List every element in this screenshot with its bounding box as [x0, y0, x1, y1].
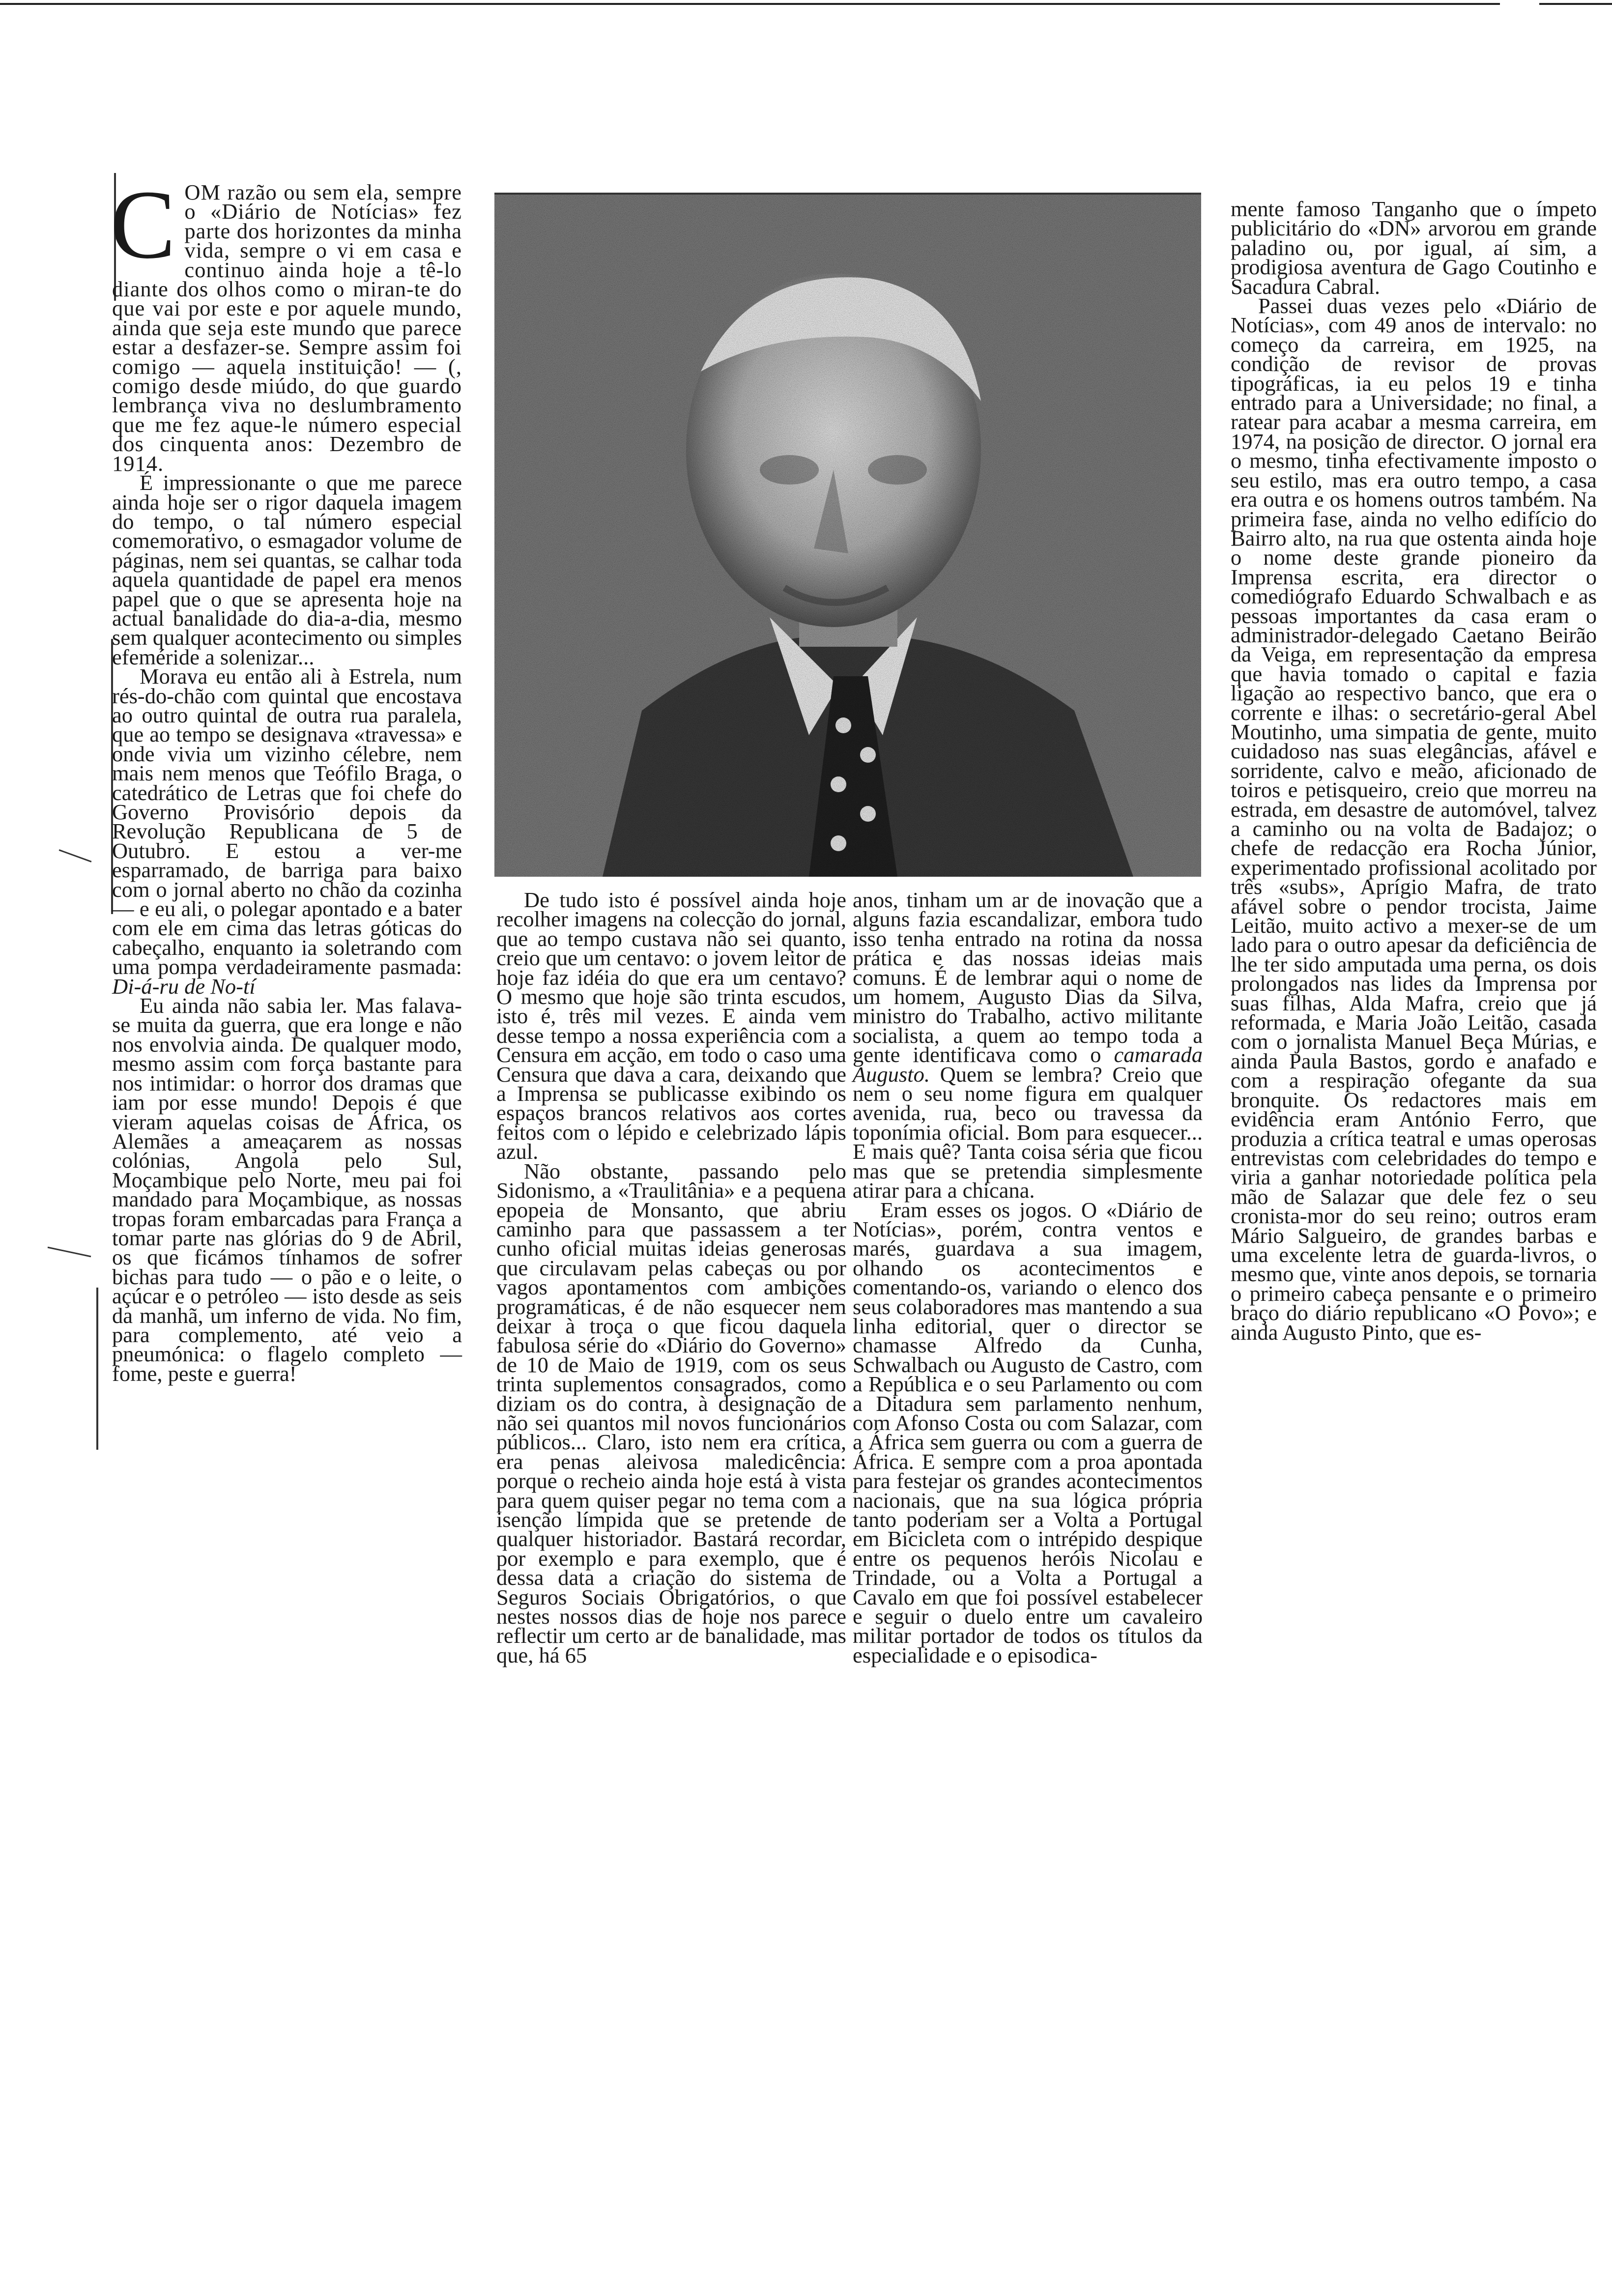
- paragraph: [110, 171, 462, 476]
- paragraph: Eram esses os jogos. O «Diário de Notícias», porém, contra ventos e marés, guardava a sua imagem, olhando os acontecimentos e comentando-os, variando o elenco dos seus colaboradores mas mantendo a sua linha editorial, quer o director se chamasse Alfredo da Cunha, Schwalbach ou Augusto de Castro, com a República e o seu Parlamento ou com a Ditadura sem parlamento nenhum, com Afonso Costa ou com Salazar, com a África sem guerra ou com a guerra de África. E sempre com a proa apontada para festejar os grandes acontecimentos nacionais, que na sua lógica própria tanto poderiam ser a Volta a Portugal em Bicicleta com o intrépido despique entre os pequenos heróis Nicolau e Trindade, ou a Volta a Portugal a Cavalo em que foi possível estabelecer e seguir o duelo entre um cavaleiro militar portador de todos os títulos da especialidade e o episodica-: [853, 1197, 1203, 1667]
- paragraph-text: OM razão ou sem ela, sempre o «Diário de Notícias» fez parte dos horizontes da minha vida, sempre o vi em casa e continuo ainda hoje a tê-lo diante dos olhos como o miran-te do que vai por este e por aquele mundo, ainda que seja este mundo que parece estar a desfazer-se. Sempre assim foi comigo — aquela instituição! — (, comigo desde miúdo, do que guardo lembrança viva no deslumbramento que me fez aque-le número especial dos cinquenta anos: Dezembro de 1914.: [112, 180, 462, 476]
- paragraph: É impressionante o que me parece ainda hoje ser o rigor daquela imagem do tempo, o tal número especial comemorativo, o esmagador volume de páginas, nem sei quantas, se calhar toda aquela quantidade de papel era menos papel que o que se apresenta hoje na actual banalidade do dia-a-dia, mesmo sem qualquer acontecimento ou simples efeméride a solenizar...: [112, 470, 462, 669]
- paragraph: [112, 664, 462, 999]
- paragraph-text: anos, tinham um ar de inovação que a alguns fazia escandalizar, embora tudo isso tenha entrado na rotina da nossa prática e das nossas ideias mais comuns. É de lembrar aqui o nome de um homem, Augusto Dias da Silva, ministro do Trabalho, activo militante socialista, a quem ao tempo toda a gente identificava como o: [853, 888, 1203, 1067]
- article-column-3: [853, 890, 1203, 1665]
- article-column-1: [110, 171, 462, 1386]
- italic-text: Di-á-ru de No-tí: [112, 974, 256, 999]
- paragraph: [853, 890, 1203, 1201]
- portrait-image: [494, 195, 1201, 877]
- paragraph-text: Quem se lembra? Creio que nem o seu nome figura em qualquer avenida, rua, beco ou travessa da toponímia oficial. Bom para esquecer... E mais quê? Tanta coisa séria que ficou mas que se pretendia simplesmente atirar para a chicana.: [853, 1062, 1203, 1203]
- margin-mark: [59, 849, 92, 862]
- top-rule-gap: [1500, 3, 1539, 5]
- article-column-2: [496, 890, 846, 1665]
- drop-cap: C: [110, 171, 176, 279]
- italic-text: camarada Augusto.: [853, 1042, 1203, 1087]
- portrait-photo: [494, 193, 1201, 877]
- margin-mark: [96, 1288, 98, 1450]
- margin-mark: [48, 1247, 91, 1258]
- paragraph: Eu ainda não sabia ler. Mas falava-se muita da guerra, que era longe e não nos envolvia ainda. De qualquer modo, mesmo assim com força bastante para nos intimidar: o horror dos dramas que iam por esse mundo! Depois é que vieram aquelas coisas de África, os Alemães a ameaçarem as nossas colónias, Angola pelo Sul, Moçambique pelo Norte, meu pai foi mandado para Moçambique, as nossas tropas foram embarcadas para França a tomar parte nas glórias do 9 de Abril, os que ficámos tínhamos de sofrer bichas para tudo — o pão e o leite, o açúcar e o petróleo — isto desde as seis da manhã, um inferno de vida. No fim, para complemento, até veio a pneumónica: o flagelo completo — fome, peste e guerra!: [112, 993, 462, 1386]
- top-rule: [0, 3, 1612, 5]
- paragraph-text: Morava eu então ali à Estrela, num rés-do-chão com quintal que encostava ao outro quintal de outra rua paralela, que ao tempo se designava «travessa» e onde vivia um vizinho célebre, nem mais nem menos que Teófilo Braga, o catedrático de Letras que foi chefe do Governo Provisório depois da Revolução Republicana de 5 de Outubro. E estou a ver-me esparramado, de barriga para baixo com o jornal aberto no chão da cozinha — e eu ali, o polegar apontado e a bater com ele em cima das letras góticas do cabeçalho, enquanto ia soletrando com uma pompa verdadeiramente pasmada:: [112, 664, 462, 979]
- paragraph: De tudo isto é possível ainda hoje recolher imagens na colecção do jornal, que ao tempo custava não sei quanto, creio que um centavo: o jovem leitor de hoje faz idéia do que era um centavo? O mesmo que hoje são trinta escudos, isto é, três mil vezes. E ainda vem desse tempo a nossa experiência com a Censura em acção, em todo o caso uma Censura que dava a cara, deixando que a Imprensa se publicasse exibindo os espaços brancos relativos aos cortes feitos com o lépido e celebrizado lápis azul.: [496, 888, 846, 1164]
- paragraph: Não obstante, passando pelo Sidonismo, a «Traulitânia» e a pequena epopeia de Monsanto, que abriu caminho para que passassem a ter cunho oficial muitas ideias generosas que circulavam pelas cabeças ou por vagos apontamentos com ambições programáticas, é de não esquecer nem deixar à troça o que ficou daquela fabulosa série do «Diário do Governo» de 10 de Maio de 1919, com os seus trinta suplementos consagrados, como diziam os do contra, à designação de não sei quantos mil novos funcionários públicos... Claro, isto nem era crítica, era penas aleivosa maledicência: porque o recheio ainda hoje está à vista para quem quiser pegar no tema com a isenção límpida que se pretende de qualquer historiador. Bastará recordar, por exemplo e para exemplo, que é dessa data a criação do sistema de Seguros Sociais Obrigatórios, o que nestes nossos dias de hoje nos parece reflectir um certo ar de banalidade, mas que, há 65: [496, 1158, 846, 1667]
- paragraph: Passei duas vezes pelo «Diário de Notícias», com 49 anos de intervalo: no começo da carreira, em 1925, na condição de revisor de provas tipográficas, ia eu pelos 19 e tinha entrado para a Universidade; no final, a ratear para acabar a mesma carreira, em 1974, na posição de director. O jornal era o mesmo, tinha efectivamente imposto o seu estilo, mas era outro tempo, a casa era outra e os homens outros também. Na primeira fase, ainda no velho edifício do Bairro alto, na rua que ostenta ainda hoje o nome deste grande pioneiro da Imprensa escrita, era director o comediógrafo Eduardo Schwalbach e as pessoas importantes da casa eram o administrador-delegado Caetano Beirão da Veiga, em representação da empresa que havia tomado o capital e fazia ligação ao respectivo banco, que era o corrente e ilhas: o secretário-geral Abel Moutinho, uma simpatia de gente, muito cuidadoso nas suas elegâncias, afável e sorridente, calvo e meão, aficionado de toiros e petisqueiro, creio que morreu na estrada, em desastre de automóvel, talvez a caminho ou na volta de Badajoz; o chefe de redacção era Rocha Júnior, experimentado profissional acolitado por três «subs», Aprígio Mafra, de trato afável sobre o pendor trocista, Jaime Leitão, muito activo a mexer-se de um lado para o outro apesar da deficiência de lhe ter sido amputada uma perna, os dois prolongados nas lides da Imprensa por suas filhas, Alda Mafra, creio que já reformada, e Maria João Leitão, casada com o jornalista Manuel Beça Múrias, e ainda Paula Bastos, gordo e anafado e com a respiração ofegante da sua bronquite. Os redactores mais em evidência eram António Ferro, que produzia a crítica teatral e umas operosas entrevistas com celebridades do tempo e viria a ganhar notoriedade política pela mão de Salazar que dele fez o seu cronista-mor do seu reino; outros eram Mário Salgueiro, de grandes barbas e uma excelente letra de guarda-livros, o mesmo que, vinte anos depois, se tornaria o primeiro cabeça pensante e o primeiro braço do diário republicano «O Povo»; e ainda Augusto Pinto, que es-: [1231, 293, 1597, 1345]
- paragraph: mente famoso Tanganho que o ímpeto publicitário do «DN» arvorou em grande paladino ou, por igual, aí sim, a prodigiosa aventura de Gago Coutinho e Sacadura Cabral.: [1231, 197, 1597, 299]
- article-column-4: [1231, 197, 1597, 1345]
